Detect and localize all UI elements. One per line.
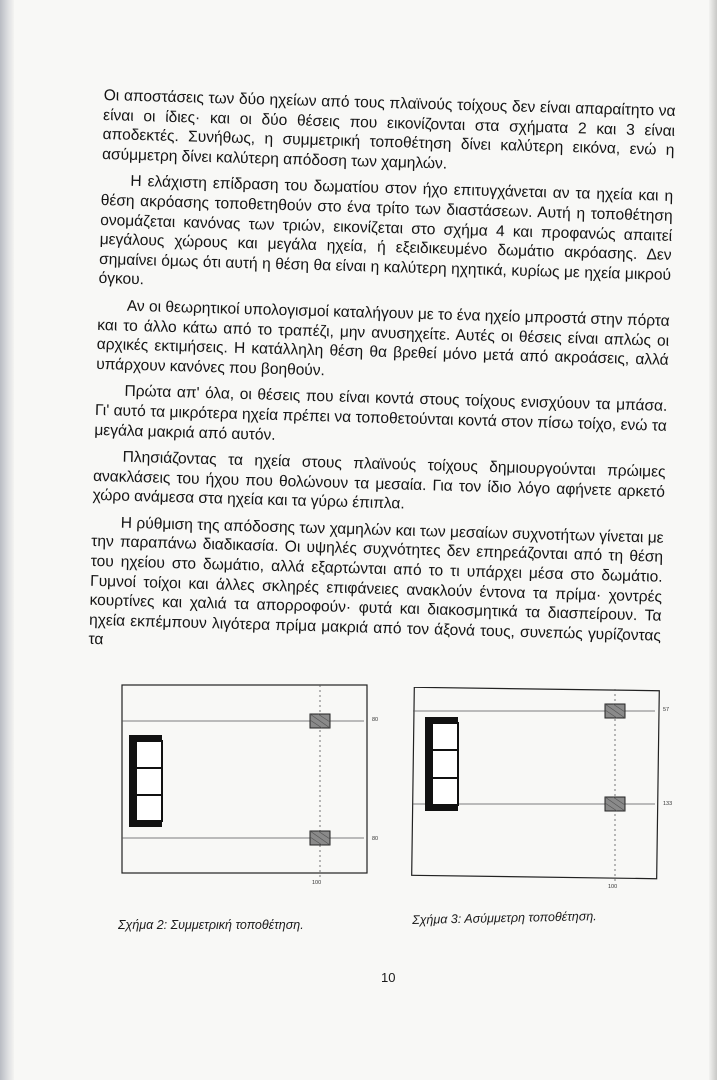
figure-2-caption: Σχήμα 2: Συμμετρική τοποθέτηση. [118, 918, 304, 932]
speaker-bottom-icon [310, 831, 330, 845]
body-text [88, 86, 676, 673]
dimension-label-bottom: 133 [663, 801, 673, 807]
figure-3-diagram [405, 687, 680, 907]
figure-3-asymmetric [405, 687, 680, 907]
dimension-label-bottom: 80 [372, 836, 379, 842]
paragraph: Οι αποστάσεις των δύο ηχείων από τους πλαϊνούς τοίχους δεν είναι απαραίτητο να είναι οι ίδιες· και οι δύο θέσεις που εικονίζονται στα σχήματα 2 και 3 είναι αποδεκτές. Συνήθως, η συμμετρική τοποθέτηση δίνει καλύτερη εικόνα, ενώ η ασύμμετρη δίνει καλύτερη απόδοση των χαμηλών. [101, 86, 676, 173]
paragraph: Αν οι θεωρητικοί υπολογισμοί καταλήγουν με το ένα ηχείο μπροστά στην πόρτα και το άλλο κάτω από το τραπέζι, μην ανυσηχείτε. Αυτές οι θέσεις είναι απλώς οι αρχικές εκτιμήσεις. Η κατάλληλη θέση θα βρεθεί μόνο μετά από ακροάσεις, αλλά υπάρχουν κανόνες που βοηθούν. [95, 297, 670, 379]
page-left-edge-shadow [0, 0, 14, 1080]
paragraph: Πλησιάζοντας τα ηχεία στους πλαϊνούς τοίχους δημιουργούνται πρώιμες ανακλάσεις του ήχου που θολώνουν τα μεσαία. Για τον ίδιο λόγο αφήνετε αρκετό χώρο ανάμεσα στα ηχεία και τα γύρω έπιπλα. [92, 448, 666, 513]
paragraph: Η ρύθμιση της απόδοσης των χαμηλών και των μεσαίων συχνοτήτων γίνεται με την παραπάνω διαδικασία. Οι υψηλές συχνότητες δεν επηρεάζονται από τη θέση του ηχείου στο δωμάτιο, αλλά εξαρτώνται από το τι υπάρχει μέσα στο δωμάτιο. Γυμνοί τοίχοι και άλλες σκληρές επιφάνειες ανακλούν έντονα τα πρίμα· χοντρές κουρτίνες και χαλιά τα απορροφούν· φυτά και διακοσμητικά τα διασπείρουν. Τα ηχεία εκπέμπουν λιγότερα πρίμα μακριά από τον άξονά τους, συνεπώς γυρίζοντας τα [88, 514, 664, 649]
figure-3-caption: Σχήμα 3: Ασύμμετρη τοποθέτηση. [412, 909, 597, 927]
dimension-label-top: 80 [372, 717, 379, 723]
dimension-label-width: 100 [312, 880, 322, 886]
paragraph: Η ελάχιστη επίδραση του δωματίου στον ήχο επιτυγχάνεται αν τα ηχεία και η θέση ακρόασης τοποθετηθούν στο ένα τρίτο των διαστάσεων. Αυτή η τοποθέτηση ονομάζεται κανόνας των τριών, εικονίζεται στο σχήμα 4 και προφανώς απαιτεί μεγάλους χώρους και μεγάλα ηχεία, ή εξειδικευμένο δωμάτιο ακρόασης. Δεν σημαίνει όμως ότι αυτή η θέση θα είναι η καλύτερη ηχητικά, κυρίως με ηχεία μικρού όγκου. [98, 173, 674, 289]
dimension-label-width: 100 [608, 884, 618, 890]
speaker-bottom-icon [605, 797, 625, 811]
sofa-icon [129, 735, 162, 827]
sofa-icon [425, 717, 458, 811]
speaker-top-icon [605, 704, 625, 718]
figure-2-diagram [114, 683, 384, 903]
page-number: 10 [381, 970, 396, 985]
paragraph: Πρώτα απ' όλα, οι θέσεις που είναι κοντά στους τοίχους ενισχύουν τα μπάσα. Γι' αυτό τα μικρότερα ηχεία πρέπει να τοποθετούνται κοντά στον πίσω τοίχο, ενώ τα μεγάλα μακριά από αυτόν. [94, 383, 668, 444]
speaker-top-icon [310, 714, 330, 728]
dimension-label-top: 57 [663, 707, 670, 713]
page-right-edge-shadow [709, 0, 717, 1080]
figure-2-symmetric [114, 683, 384, 903]
